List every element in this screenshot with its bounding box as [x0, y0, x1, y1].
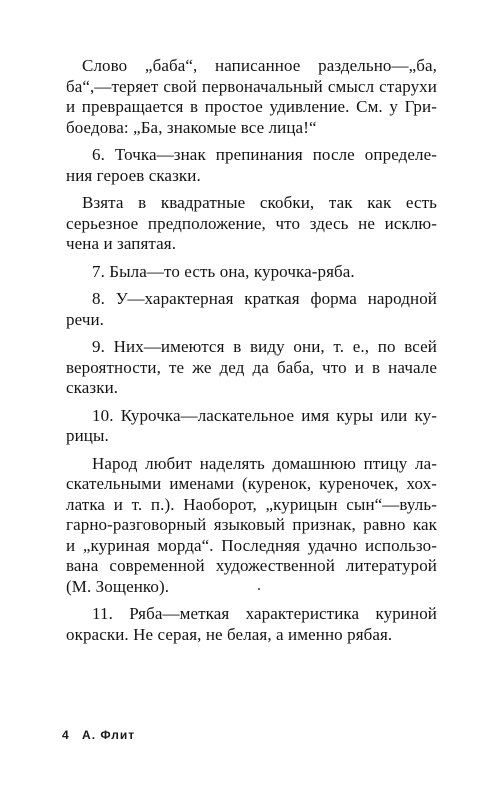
footer-author: А. Флит: [82, 728, 136, 742]
text-line: Слово „баба“, написанное раздельно—„ба,: [82, 56, 437, 75]
paragraph: [66, 193, 437, 255]
text-line: вероятности, те же дед да баба, что и в начале: [66, 357, 437, 377]
signature-mark: 4: [62, 728, 70, 742]
text-line: 11. Ряба—меткая характеристика куриной: [92, 604, 437, 623]
text-line: гарно-разговорный языковый признак, равно как: [66, 515, 437, 534]
text-block: [66, 56, 437, 652]
text-line: 10. Курочка—ласкательное имя куры или ку-: [92, 405, 437, 425]
text-line: Взята в квадратные скобки, так как есть: [82, 193, 437, 212]
text-line: 9. Них—имеются в виду они, т. е., по всей: [92, 337, 437, 356]
text-line: боедова: „Ба, знакомые все лица!“: [66, 117, 317, 137]
text-line: чена и запятая.: [66, 234, 177, 253]
text-line: рицы.: [66, 426, 109, 445]
text-line: вана современной художественной литературой: [66, 556, 437, 575]
text-line: сказки.: [66, 378, 119, 397]
text-line: Народ любит наделять домашнюю птицу ла-: [92, 453, 437, 473]
text-line: и превращается в простое удивление. См. у Гри-: [66, 97, 437, 116]
paragraph: [66, 337, 437, 399]
text-line: латка и т. п.). Наоборот, „курицын сын“—вуль-: [66, 494, 437, 514]
text-line: речи.: [66, 309, 105, 329]
text-line: 7. Была—то есть она, курочка-ряба.: [92, 261, 355, 281]
text-line: и „куриная морда“. Последняя удачно использо-: [66, 535, 437, 555]
text-line: 8. У—характерная краткая форма народной: [92, 289, 437, 308]
page-footer: [62, 728, 135, 742]
paragraph: [82, 262, 437, 283]
paragraph: [66, 145, 437, 186]
paragraph: [66, 604, 437, 645]
paragraph: [66, 405, 437, 447]
text-line: скательными именами (куренок, куреночек, хох-: [66, 474, 437, 493]
text-line: окраски. Не серая, не белая, а именно рябая.: [66, 624, 393, 644]
text-line: ба“,—теряет свой первоначальный смысл старухи: [66, 76, 437, 96]
paragraph: [66, 56, 437, 138]
print-speck: [258, 588, 260, 590]
paragraph: [66, 453, 437, 598]
text-line: серьезное предположение, что здесь не исклю-: [66, 213, 437, 233]
text-line: ния героев сказки.: [66, 165, 201, 185]
text-line: (М. Зощенко).: [66, 576, 170, 596]
paragraph: [66, 289, 437, 330]
text-line: 6. Точка—знак препинания после определе-: [92, 145, 437, 164]
